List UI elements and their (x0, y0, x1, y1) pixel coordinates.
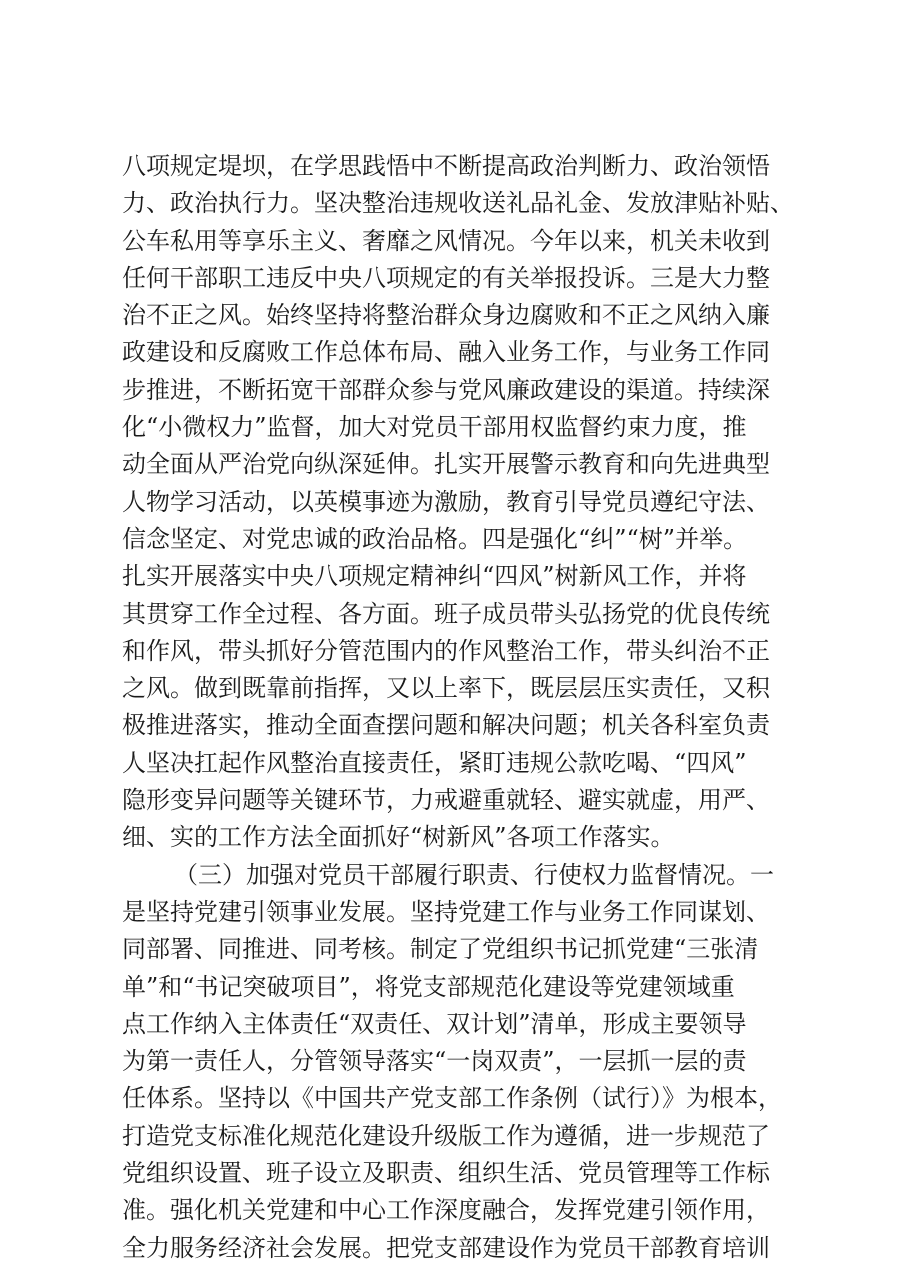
text-line: 隐形变异问题等关键环节，力戒避重就轻、避实就虚，用严、 (122, 786, 770, 815)
text-line: 同部署、同推进、同考核。制定了党组织书记抓党建“三张清 (122, 935, 759, 964)
text-line: 其贯穿工作全过程、各方面。班子成员带头弘扬党的优良传统 (122, 599, 770, 628)
text-line: 任体系。坚持以《中国共产党支部工作条例（试行）》为根本， (122, 1084, 782, 1113)
text-line: 扎实开展落实中央八项规定精神纠“四风”树新风工作，并将 (122, 562, 747, 591)
text-line: 细、实的工作方法全面抓好“树新风”各项工作落实。 (122, 823, 675, 852)
text-line: 之风。做到既靠前指挥，又以上率下，既层层压实责任，又积 (122, 674, 770, 703)
text-line: 化“小微权力”监督，加大对党员干部用权监督约束力度，推 (122, 413, 747, 442)
text-line: 动全面从严治党向纵深延伸。扎实开展警示教育和向先进典型 (122, 450, 770, 479)
text-line: 八项规定堤坝，在学思践悟中不断提高政治判断力、政治领悟 (122, 152, 770, 180)
document-body-text (122, 148, 802, 1267)
text-line: 人坚决扛起作风整治直接责任，紧盯违规公款吃喝、“四风” (122, 748, 747, 777)
text-line: 单”和“书记突破项目”，将党支部规范化建设等党建领域重 (122, 972, 735, 1001)
text-line: 力、政治执行力。坚决整治违规收送礼品礼金、发放津贴补贴、 (122, 189, 794, 218)
text-line: 是坚持党建引领事业发展。坚持党建工作与业务工作同谋划、 (122, 897, 770, 926)
text-line: 为第一责任人，分管领导落实“一岗双责”，一层抓一层的责 (122, 1047, 747, 1076)
text-line: 公车私用等享乐主义、奢靡之风情况。今年以来，机关未收到 (122, 226, 770, 255)
text-line: 步推进，不断拓宽干部群众参与党风廉政建设的渠道。持续深 (122, 375, 770, 404)
text-line: 极推进落实，推动全面查摆问题和解决问题；机关各科室负责 (122, 711, 770, 740)
text-line: 和作风，带头抓好分管范围内的作风整治工作，带头纠治不正 (122, 636, 770, 665)
text-line: 全力服务经济社会发展。把党支部建设作为党员干部教育培训 (122, 1233, 770, 1262)
text-line: 打造党支标准化规范化建设升级版工作为遵循，进一步规范了 (122, 1121, 770, 1150)
text-line: 准。强化机关党建和中心工作深度融合，发挥党建引领作用， (122, 1196, 770, 1225)
text-line: 点工作纳入主体责任“双责任、双计划”清单，形成主要领导 (122, 1009, 747, 1038)
text-line: 治不正之风。始终坚持将整治群众身边腐败和不正之风纳入廉 (122, 301, 770, 330)
text-line: 政建设和反腐败工作总体布局、融入业务工作，与业务工作同 (122, 338, 770, 367)
text-line: 任何干部职工违反中央八项规定的有关举报投诉。三是大力整 (122, 263, 770, 292)
text-line: 信念坚定、对党忠诚的政治品格。四是强化“纠”“树”并举。 (122, 524, 748, 553)
text-line: 人物学习活动，以英模事迹为激励，教育引导党员遵纪守法、 (122, 487, 770, 516)
paragraph-first-line: （三）加强对党员干部履行职责、行使权力监督情况。一 (174, 860, 774, 889)
text-line: 党组织设置、班子设立及职责、组织生活、党员管理等工作标 (122, 1159, 770, 1188)
